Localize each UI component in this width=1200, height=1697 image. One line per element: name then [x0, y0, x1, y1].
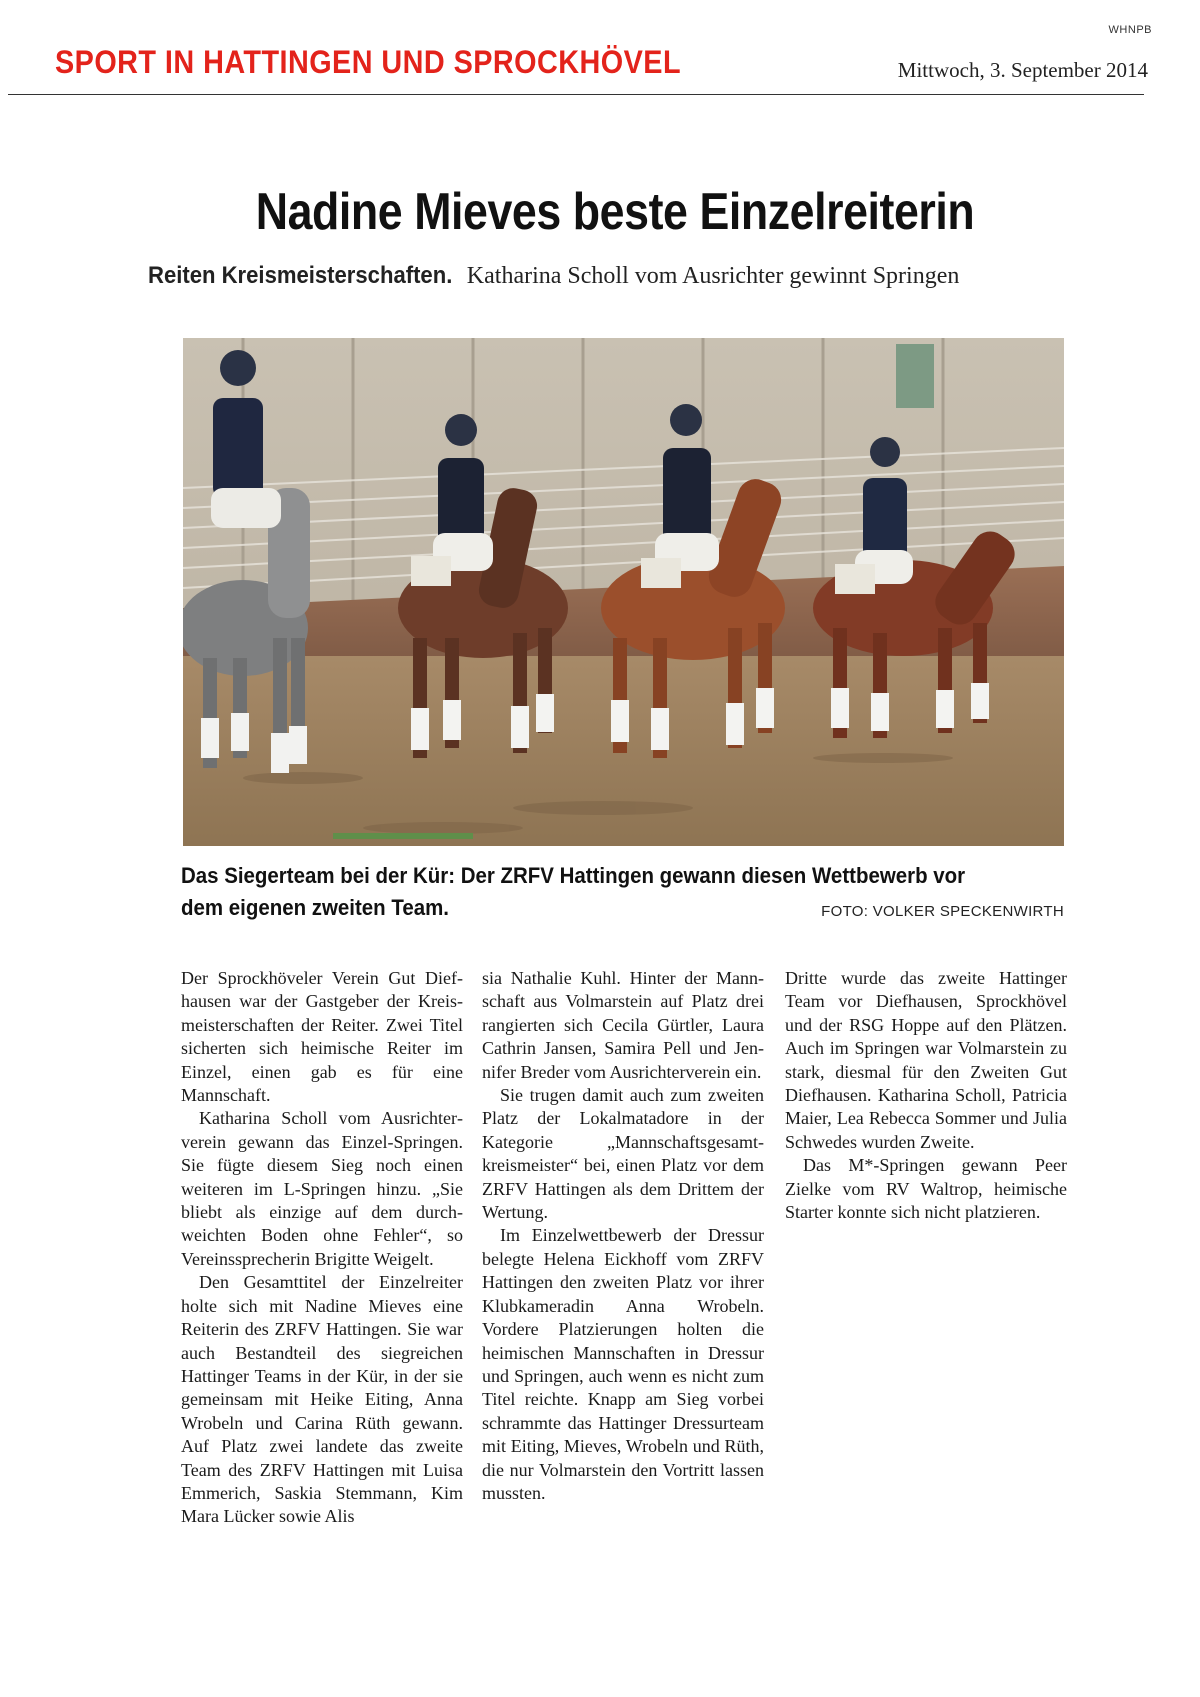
photo-credit: FOTO: VOLKER SPECKENWIRTH	[821, 903, 1064, 920]
article-column-3	[785, 967, 1067, 1224]
article-paragraph: Dritte wurde das zweite Hattinger Team vor Diefhausen, Sprockhövel und der RSG Hoppe auf den Plätzen. Auch im Springen war Volmarstein zu stark, diesmal für den Zweiten Gut Diefhausen. Katharina Scholl, Patricia Maier, Lea Rebecca Sommer und Julia Schwedes wurden Zweite.	[785, 968, 1067, 1152]
article-photo	[183, 338, 1064, 846]
article-column-2	[482, 967, 764, 1505]
article-paragraph: Der Sprockhöveler Verein Gut Diefhausen war der Gastgeber der Kreismeisterschaften der Reiter. Zwei Titel sicherten sich heimische Reiter im Einzel, einen gab es für eine Mannschaft.	[181, 968, 463, 1106]
article-paragraph: Sie trugen damit auch zum zweiten Platz der Lokalmatadore in der Kategorie „Mannschaftsgesamtkreismeister“ bei, einen Platz vor dem ZRFV Hattingen als dem Drittem der Wertung.	[482, 1085, 764, 1223]
article-subheadline-row	[148, 262, 959, 290]
article-headline: Nadine Mieves beste Einzelreiterin	[255, 183, 975, 241]
article-paragraph: Katharina Scholl vom Ausrichterverein gewann das Einzel-Springen. Sie fügte diesem Sieg noch einen weiteren im L-Springen hinzu. „Sie bliebt als einzige auf dem durchweichten Boden ohne Fehler“, so Vereinssprecherin Brigitte Weigelt.	[181, 1108, 463, 1269]
edition-code: WHNPB	[1108, 24, 1152, 36]
section-title: SPORT IN HATTINGEN UND SPROCKHÖVEL	[55, 44, 681, 80]
article-subheadline: Katharina Scholl vom Ausrichter gewinnt Springen	[466, 263, 960, 289]
article-paragraph: Im Einzelwettbewerb der Dressur belegte Helena Eickhoff vom ZRFV Hattingen den zweiten Platz vor ihrer Klubkameradin Anna Wrobeln. Vordere Platzierungen holten die heimischen Mannschaften in Dressur und Springen, auch wenn es nicht zum Titel reichte. Knapp am Sieg vorbei schrammte das Hattinger Dressurteam mit Eiting, Mieves, Wrobeln und Rüth, die nur Volmarstein den Vortritt lassen mussten.	[482, 1225, 764, 1503]
article-paragraph: Den Gesamttitel der Einzelreiter holte sich mit Nadine Mieves eine Reiterin des ZRFV Hattingen. Sie war auch Bestandteil des siegreichen Hattinger Teams in der Kür, in der sie gemeinsam mit Heike Eiting, Anna Wrobeln und Carina Rüth gewann. Auf Platz zwei landete das zweite Team des ZRFV Hattingen mit Luisa Emmerich, Saskia Stemmann, Kim Mara Lücker sowie Alis	[181, 1272, 463, 1527]
article-kicker: Reiten Kreismeisterschaften.	[148, 262, 453, 289]
article-column-1	[181, 967, 463, 1529]
dressage-team-photo	[183, 338, 1064, 846]
article-paragraph: sia Nathalie Kuhl. Hinter der Mannschaft aus Volmarstein auf Platz drei rangierten sich Cecila Gürtler, Laura Cathrin Jansen, Samira Pell und Jennifer Breder vom Ausrichterverein ein.	[482, 968, 764, 1082]
article-paragraph: Das M*-Springen gewann Peer Zielke vom RV Waltrop, heimische Starter konnte sich nicht platzieren.	[785, 1155, 1067, 1223]
header-rule	[8, 94, 1144, 95]
issue-date: Mittwoch, 3. September 2014	[897, 58, 1148, 82]
photo-caption: Das Siegerteam bei der Kür: Der ZRFV Hattingen gewann diesen Wettbewerb vor dem eigenen zweiten Team.	[181, 863, 966, 920]
